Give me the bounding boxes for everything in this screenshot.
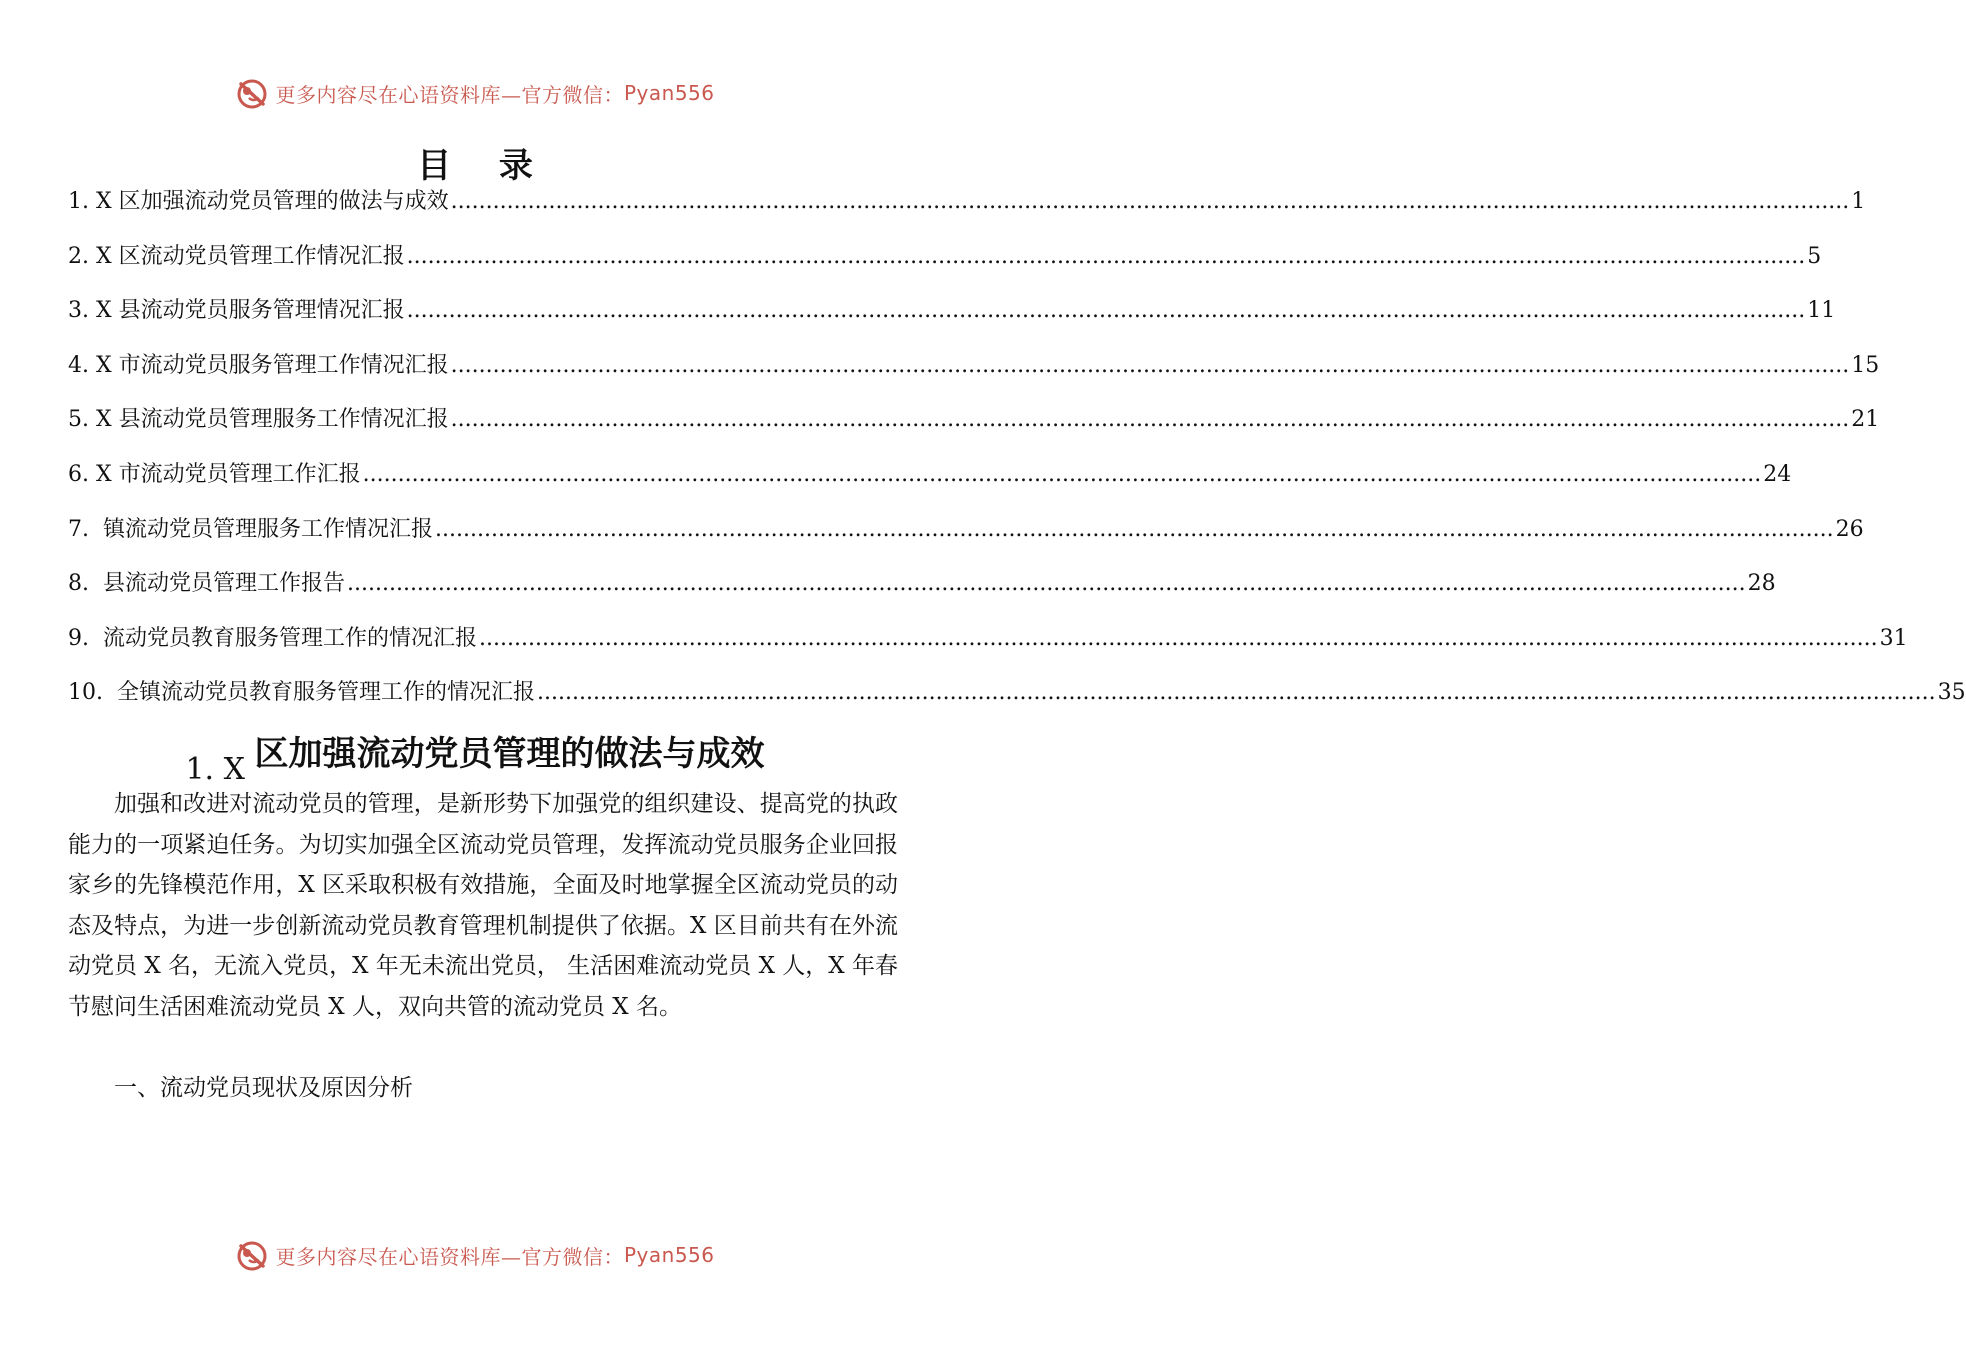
watermark-footer — [0, 1238, 950, 1272]
toc-entry-title: 县流动党员管理工作报告 — [102, 571, 345, 597]
toc-entry-title: 全镇流动党员教育服务管理工作的情况汇报 — [116, 680, 535, 706]
toc-leader-dots: ........................................................................................................................................................................................................ — [537, 680, 1936, 706]
toc-entry[interactable] — [68, 239, 1822, 294]
toc-entry-page: 24 — [1763, 461, 1792, 487]
toc-entry-page: 5 — [1807, 243, 1822, 269]
toc-entry[interactable] — [68, 402, 1880, 457]
toc-entry-page: 31 — [1879, 625, 1908, 651]
watermark-text: 更多内容尽在心语资料库—官方微信： — [275, 1244, 624, 1269]
toc-entry-page: 26 — [1835, 516, 1864, 542]
toc-entry[interactable] — [68, 675, 1966, 730]
toc-entry-number: 3. — [68, 298, 96, 324]
section-number: 1. X — [185, 752, 255, 787]
toc-entry-page: 1 — [1851, 189, 1866, 214]
toc-leader-dots: ........................................................................................................................................................................................................ — [347, 571, 1746, 597]
toc-entry-page: 28 — [1747, 571, 1776, 597]
toc-entry-title: X 市流动党员管理工作汇报 — [95, 461, 361, 487]
watermark-logo-icon — [235, 1238, 269, 1272]
toc-entry-title: X 县流动党员管理服务工作情况汇报 — [95, 407, 449, 433]
toc-entry-title: X 区加强流动党员管理的做法与成效 — [95, 189, 449, 214]
toc-entry-number: 9. — [68, 625, 103, 651]
body-text — [68, 784, 898, 1027]
toc-leader-dots: ........................................................................................................................................................................................................ — [362, 461, 1762, 487]
toc-entry-title: 镇流动党员管理服务工作情况汇报 — [102, 516, 433, 542]
toc-entry[interactable] — [68, 348, 1880, 403]
toc-entry-number: 5. — [68, 407, 96, 433]
toc-title: 目 录 — [417, 146, 551, 186]
watermark-logo-icon — [235, 76, 269, 110]
watermark-text: 更多内容尽在心语资料库—官方微信： — [275, 82, 624, 107]
intro-paragraph: 加强和改进对流动党员的管理，是新形势下加强党的组织建设、提高党的执政能力的一项紧迫任务。为切实加强全区流动党员管理，发挥流动党员服务企业回报家乡的先锋模范作用，X 区采取积极有效措施，全面及时地掌握全区流动党员的动态及特点，为进一步创新流动党员教育管理机制提供了依据。X 区目前共有在外流动党员 X 名，无流入党员，X 年无未流出党员， 生活困难流动党员 X 人，X 年春节慰问生活困难流动党员 X 人，双向共管的流动党员 X 名。 — [68, 791, 898, 1020]
toc-entry-number: 4. — [68, 352, 96, 378]
toc-entry[interactable] — [68, 457, 1792, 512]
toc-entry-title: X 市流动党员服务管理工作情况汇报 — [95, 352, 449, 378]
toc-entry[interactable] — [68, 512, 1864, 567]
section-heading — [0, 726, 950, 787]
toc-leader-dots: ........................................................................................................................................................................................................ — [450, 189, 1850, 214]
toc-entry-number: 7. — [68, 516, 103, 542]
toc-entry-number: 8. — [68, 571, 103, 597]
toc-entry-title: X 区流动党员管理工作情况汇报 — [95, 243, 405, 269]
toc-entry-page: 35 — [1937, 680, 1966, 706]
toc-entry-number: 1. — [68, 189, 96, 214]
toc-entry[interactable] — [68, 566, 1776, 621]
toc-entry[interactable] — [68, 293, 1836, 348]
toc-leader-dots: ........................................................................................................................................................................................................ — [479, 625, 1878, 651]
toc-entry-number: 2. — [68, 243, 96, 269]
watermark-code: Pyan556 — [623, 1243, 715, 1267]
section-title: 区加强流动党员管理的做法与成效 — [254, 734, 765, 774]
toc-leader-dots: ........................................................................................................................................................................................................ — [406, 298, 1806, 324]
subheading: 一、流动党员现状及原因分析 — [114, 1075, 413, 1101]
toc-entry[interactable] — [68, 184, 1866, 239]
table-of-contents — [68, 184, 1966, 730]
watermark-code: Pyan556 — [623, 81, 715, 105]
toc-entry[interactable] — [68, 621, 1908, 676]
toc-entry-number: 10. — [68, 680, 117, 706]
toc-entry-page: 11 — [1807, 298, 1836, 324]
toc-leader-dots: ........................................................................................................................................................................................................ — [450, 407, 1850, 433]
toc-entry-number: 6. — [68, 461, 96, 487]
toc-leader-dots: ........................................................................................................................................................................................................ — [435, 516, 1834, 542]
toc-entry-title: 流动党员教育服务管理工作的情况汇报 — [102, 625, 477, 651]
toc-entry-page: 21 — [1851, 407, 1880, 433]
watermark-header — [0, 76, 950, 110]
toc-entry-title: X 县流动党员服务管理情况汇报 — [95, 298, 405, 324]
toc-leader-dots: ........................................................................................................................................................................................................ — [406, 243, 1806, 269]
toc-leader-dots: ........................................................................................................................................................................................................ — [450, 352, 1850, 378]
toc-entry-page: 15 — [1851, 352, 1880, 378]
